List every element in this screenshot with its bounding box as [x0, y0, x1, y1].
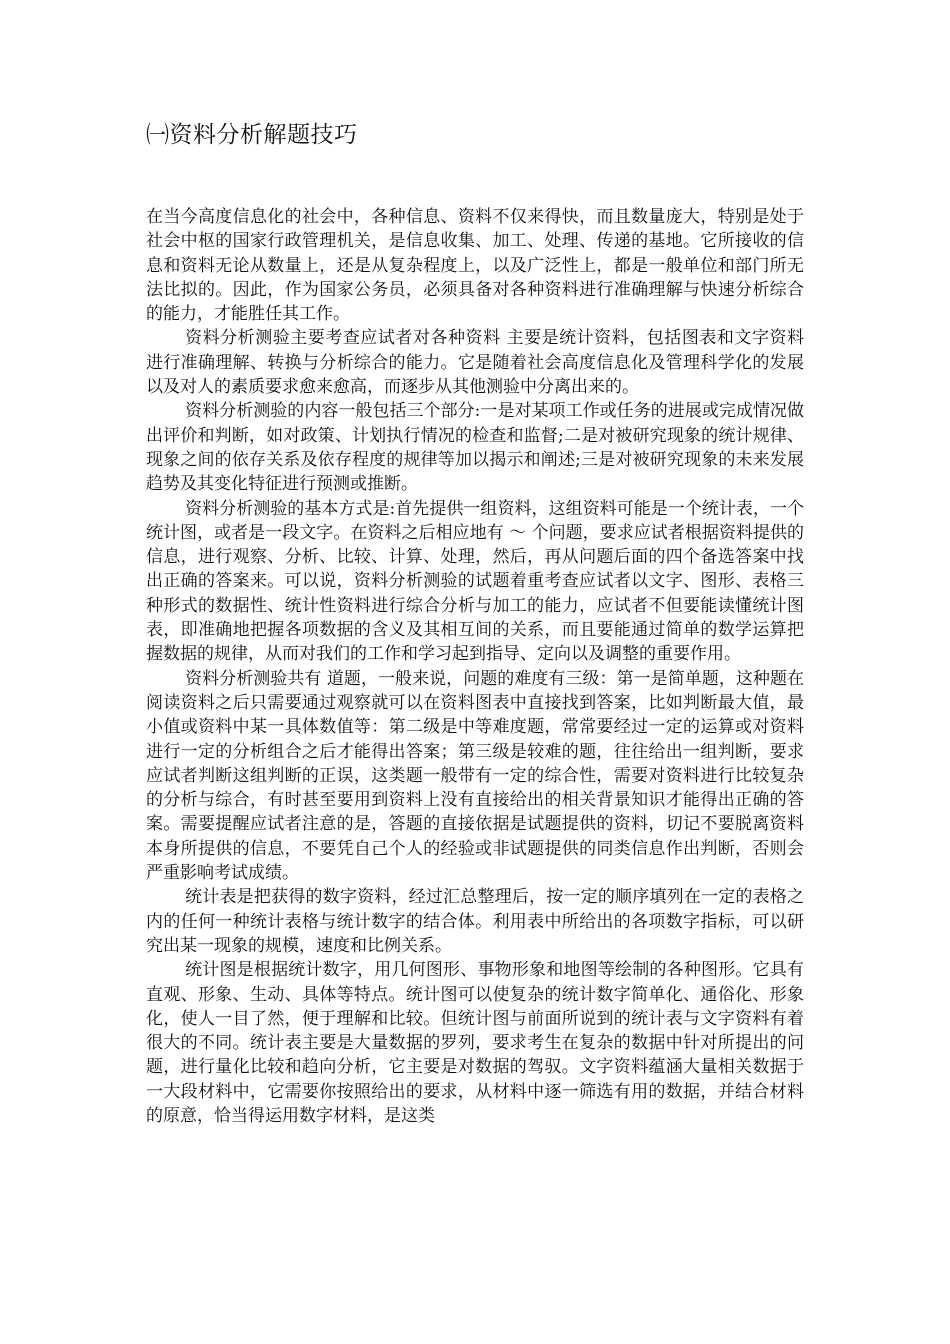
paragraph-statistical-table: 统计表是把获得的数字资料，经过汇总整理后，按一定的顺序填列在一定的表格之内的任何一种统计表格与统计数字的结合体。利用表中所给出的各项数字指标，可以研究出某一现象的规模，速度和比例关系。: [146, 887, 804, 956]
paragraph-basic-format: 资料分析测验的基本方式是:首先提供一组资料，这组资料可能是一个统计表，一个统计图，或者是一段文字。在资料之后相应地有 ～ 个问题，要求应试者根据资料提供的信息，进行观察、分析、比较、计算、处理，然后，再从问题后面的四个备选答案中找出正确的答案来。可以说，资料分析测验的试题着重考查应试者以文字、图形、表格三种形式的数据性、统计性资料进行综合分析与加工的能力，应试者不但要能读懂统计图表，即准确地把握各项数据的含义及其相互间的关系，而且要能通过简单的数学运算把握数据的规律，从而对我们的工作和学习起到指导、定向以及调整的重要作用。: [146, 498, 804, 665]
paragraph-statistical-chart: 统计图是根据统计数字，用几何图形、事物形象和地图等绘制的各种图形。它具有直观、形象、生动、具体等特点。统计图可以使复杂的统计数字简单化、通俗化、形象化，使人一目了然，便于理解和比较。但统计图与前面所说到的统计表与文字资料有着很大的不同。统计表主要是大量数据的罗列，要求考生在复杂的数据中针对所提出的问题，进行量化比较和趋向分析，它主要是对数据的驾驭。文字资料蕴涵大量相关数据于一大段材料中，它需要你按照给出的要求，从材料中逐一筛选有用的数据，并结合材料的原意，恰当得运用数字材料，是这类: [146, 960, 804, 1126]
section-title: ㈠资料分析解题技巧: [146, 122, 358, 148]
paragraph-definition: 资料分析测验主要考查应试者对各种资料 主要是统计资料，包括图表和文字资料 进行准确理解、转换与分析综合的能力。它是随着社会高度信息化及管理科学化的发展以及对人的素质要求愈来愈高，而逐步从其他测验中分离出来的。: [146, 328, 804, 398]
paragraph-intro: 在当今高度信息化的社会中，各种信息、资料不仅来得快，而且数量庞大，特别是处于社会中枢的国家行政管理机关，是信息收集、加工、处理、传递的基地。它所接收的信息和资料无论从数量上，还是从复杂程度上，以及广泛性上，都是一般单位和部门所无法比拟的。因此，作为国家公务员，必须具备对各种资料进行准确理解与快速分析综合的能力，才能胜任其工作。: [146, 207, 804, 325]
paragraph-difficulty-levels: 资料分析测验共有 道题，一般来说，问题的难度有三级：第一是简单题，这种题在阅读资料之后只需要通过观察就可以在资料图表中直接找到答案，比如判断最大值，最小值或资料中某一具体数值等：第二级是中等难度题，常常要经过一定的运算或对资料进行一定的分析组合之后才能得出答案；第三级是较难的题，往往给出一组判断，要求应试者判断这组判断的正误，这类题一般带有一定的综合性，需要对资料进行比较复杂的分析与综合，有时甚至要用到资料上没有直接给出的相关背景知识才能得出正确的答案。需要提醒应试者注意的是，答题的直接依据是试题提供的资料，切记不要脱离资料本身所提供的信息，不要凭自己个人的经验或非试题提供的同类信息作出判断，否则会严重影响考试成绩。: [146, 668, 804, 884]
paragraph-content-parts: 资料分析测验的内容一般包括三个部分:一是对某项工作或任务的进展或完成情况做出评价和判断，如对政策、计划执行情况的检查和监督;二是对被研究现象的统计规律、现象之间的依存关系及依存程度的规律等加以揭示和阐述;三是对被研究现象的未来发展趋势及其变化特征进行预测或推断。: [146, 401, 804, 495]
body-text: [146, 205, 804, 1128]
